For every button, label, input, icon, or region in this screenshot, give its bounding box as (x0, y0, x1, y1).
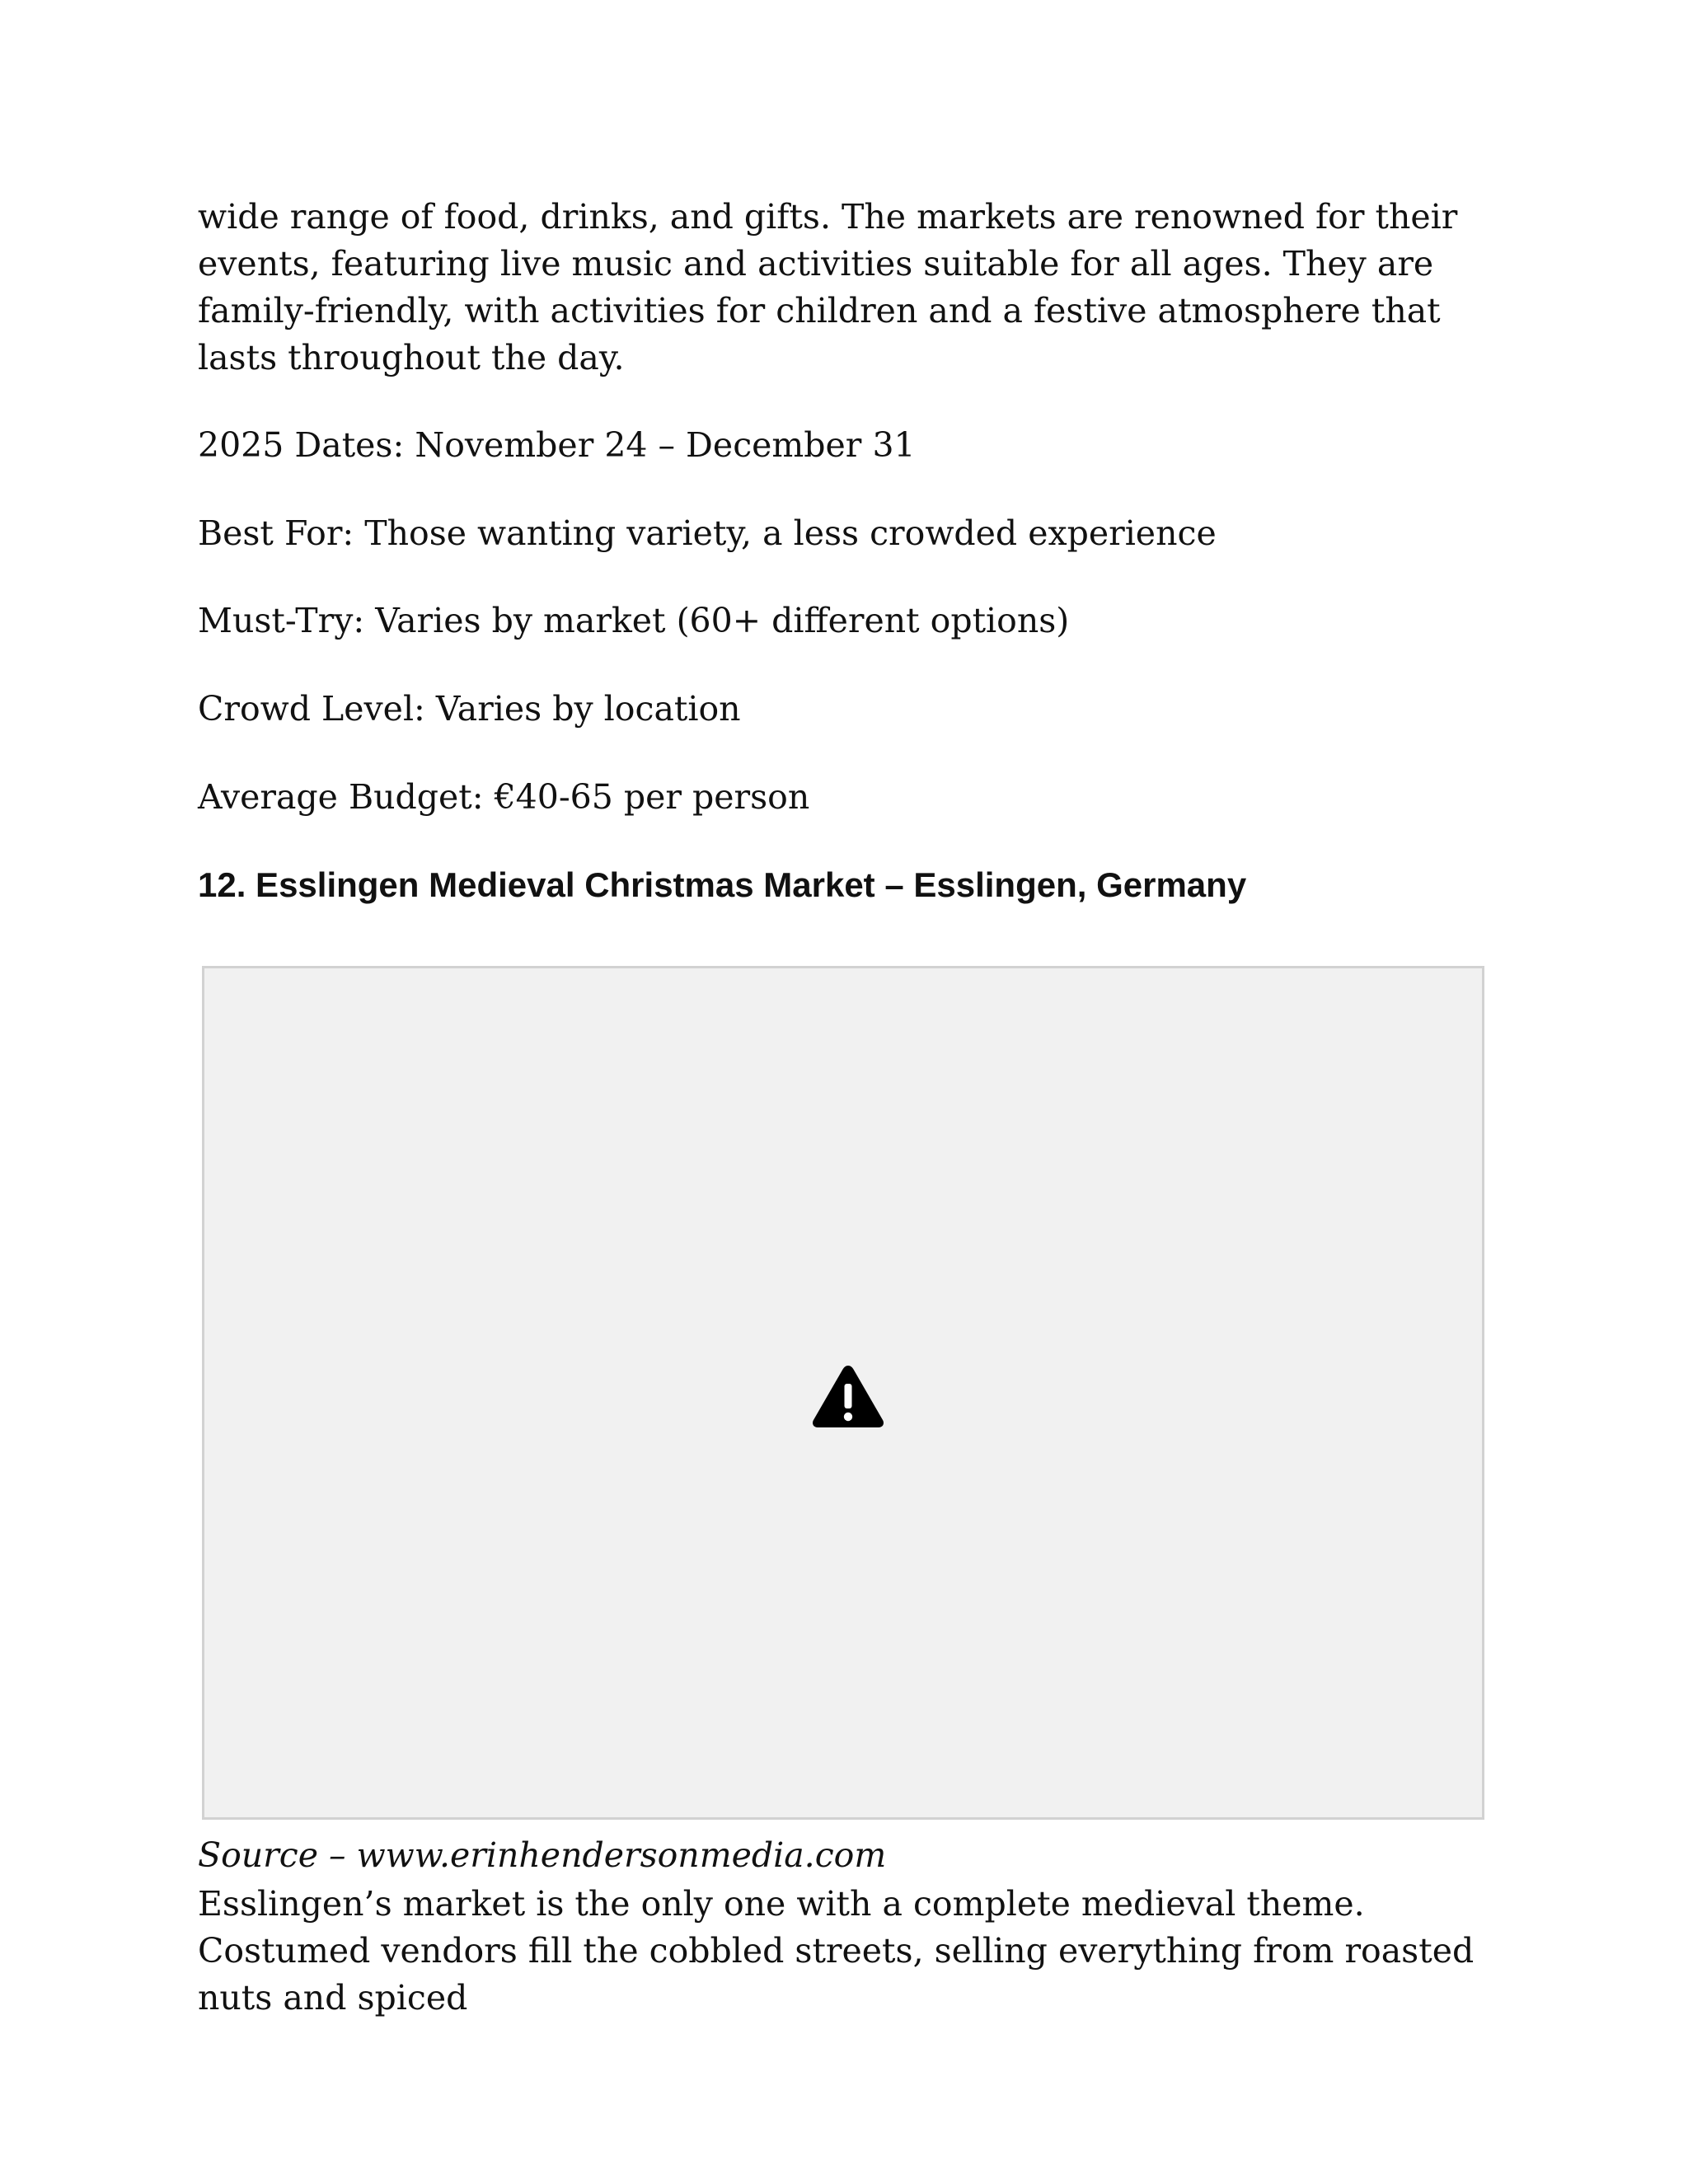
crowd-level-line: Crowd Level: Varies by location (198, 689, 741, 729)
image-caption: Source – www.erinhendersonmedia.com (198, 1835, 887, 1875)
must-try-line: Must-Try: Varies by market (60+ different options) (198, 601, 1070, 640)
best-for-line: Best For: Those wanting variety, a less crowded experience (198, 513, 1217, 553)
intro-paragraph: wide range of food, drinks, and gifts. The markets are renowned for their events, featuring live music and activities suitable for all ages. They are family-friendly, with activities for children and a festive atmosphere that lasts throughout the day. (198, 197, 1458, 377)
warning-icon (810, 1362, 886, 1430)
broken-image-placeholder (202, 966, 1484, 1820)
section-heading: 12. Esslingen Medieval Christmas Market – Esslingen, Germany (198, 865, 1247, 904)
dates-line: 2025 Dates: November 24 – December 31 (198, 425, 916, 465)
body-paragraph: Esslingen’s market is the only one with a complete medieval theme. Costumed vendors fill the cobbled streets, selling everything from roasted nuts and spiced (198, 1884, 1475, 2018)
budget-line: Average Budget: €40-65 per person (198, 777, 810, 817)
